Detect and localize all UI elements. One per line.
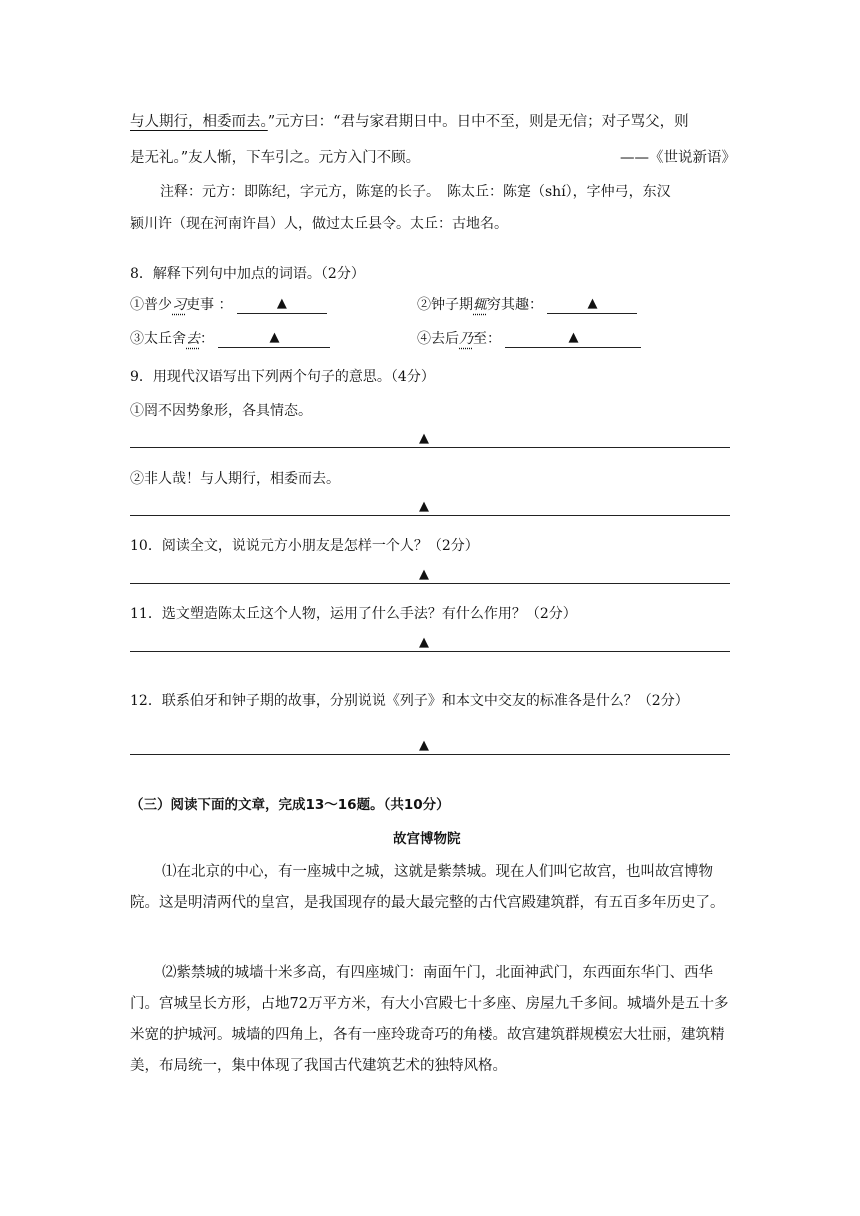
passage-text: ”元方曰：“君与家君期日中。日中不至，则是无信；对子骂父，则 bbox=[267, 114, 689, 130]
triangle-marker: ▲ bbox=[419, 499, 429, 514]
q8-item-4 bbox=[417, 328, 641, 348]
q8-item-text: ①普少 bbox=[130, 297, 172, 313]
triangle-marker: ▲ bbox=[276, 296, 287, 311]
q8-item-text: 穷其趣： bbox=[487, 297, 543, 313]
q8-item-text: ②钟子期 bbox=[417, 297, 473, 313]
q8-item-1 bbox=[130, 294, 327, 314]
answer-line[interactable] bbox=[130, 754, 730, 755]
q12-stem: 12．联系伯牙和钟子期的故事，分别说说《列子》和本文中交友的标准各是什么？（2分） bbox=[130, 693, 689, 709]
q9-sentence-2: ②非人哉！与人期行，相委而去。 bbox=[130, 471, 340, 487]
q8-item-text: ④去后 bbox=[417, 331, 459, 347]
answer-line[interactable] bbox=[130, 515, 730, 516]
q9-sentence-1: ①罔不因势象形，各具情态。 bbox=[130, 403, 312, 419]
answer-blank[interactable] bbox=[218, 329, 330, 348]
q8-item-text: ③太丘舍 bbox=[130, 331, 186, 347]
article-paragraph-2: ⑵紫禁城的城墙十米多高，有四座城门：南面午门，北面神武门，东西面东华门、西华门。宫城呈长方形，占地72万平方米，有大小宫殿七十多座、房屋九千多间。城墙外是五十多米宽的护城河。城墙的四角上，各有一座玲珑奇巧的角楼。故宫建筑群规模宏大壮丽，建筑精美，布局统一，集中体现了我国古代建筑艺术的独特风格。 bbox=[130, 965, 729, 1074]
answer-line[interactable] bbox=[130, 651, 730, 652]
dotted-word: 去 bbox=[186, 331, 200, 347]
triangle-marker: ▲ bbox=[269, 330, 280, 345]
triangle-marker: ▲ bbox=[568, 330, 579, 345]
dotted-word: 辄 bbox=[473, 297, 487, 313]
answer-blank[interactable] bbox=[237, 295, 327, 314]
q8-stem: 8．解释下列句中加点的词语。（2分） bbox=[130, 266, 365, 282]
note-line-2: 颍川许（现在河南许昌）人，做过太丘县令。太丘：古地名。 bbox=[130, 216, 508, 232]
article-paragraph-1: ⑴在北京的中心，有一座城中之城，这就是紫禁城。现在人们叫它故宫，也叫故宫博物院。这是明清两代的皇宫，是我国现存的最大最完整的古代宫殿建筑群，有五百多年历史了。 bbox=[130, 864, 725, 911]
q8-item-text: 吏事 ： bbox=[186, 297, 233, 313]
answer-line[interactable] bbox=[130, 447, 730, 448]
q10-stem: 10．阅读全文，说说元方小朋友是怎样一个人？（2分） bbox=[130, 538, 479, 554]
answer-blank[interactable] bbox=[547, 295, 637, 314]
passage-line-1 bbox=[130, 110, 689, 131]
q8-item-3 bbox=[130, 328, 330, 348]
underlined-phrase: 与人期行，相委而去。 bbox=[130, 114, 268, 130]
q8-item-text: 至： bbox=[473, 331, 501, 347]
dotted-word: 乃 bbox=[459, 331, 473, 347]
q9-stem: 9．用现代汉语写出下列两个句子的意思。（4分） bbox=[130, 369, 435, 385]
q8-item-text: ： bbox=[200, 331, 214, 347]
triangle-marker: ▲ bbox=[419, 431, 429, 446]
triangle-marker: ▲ bbox=[419, 635, 429, 650]
article-title: 故宫博物院 bbox=[393, 831, 461, 847]
section-heading: （三）阅读下面的文章，完成13～16题。（共10分） bbox=[130, 797, 450, 813]
triangle-marker: ▲ bbox=[419, 567, 429, 582]
answer-blank[interactable] bbox=[505, 329, 641, 348]
triangle-marker: ▲ bbox=[587, 296, 598, 311]
q11-stem: 11．选文塑造陈太丘这个人物，运用了什么手法？有什么作用？（2分） bbox=[130, 606, 577, 622]
note-line-1: 注释：元方：即陈纪，字元方，陈寔的长子。 陈太丘：陈寔（shí），字仲弓，东汉 bbox=[160, 184, 671, 200]
triangle-marker: ▲ bbox=[419, 738, 429, 753]
q8-item-2 bbox=[417, 294, 637, 314]
answer-line[interactable] bbox=[130, 583, 730, 584]
passage-line-2: 是无礼。”友人惭，下车引之。元方入门不顾。 bbox=[130, 150, 421, 166]
passage-source: ——《世说新语》 bbox=[620, 150, 736, 166]
dotted-word: 习 bbox=[172, 297, 186, 313]
